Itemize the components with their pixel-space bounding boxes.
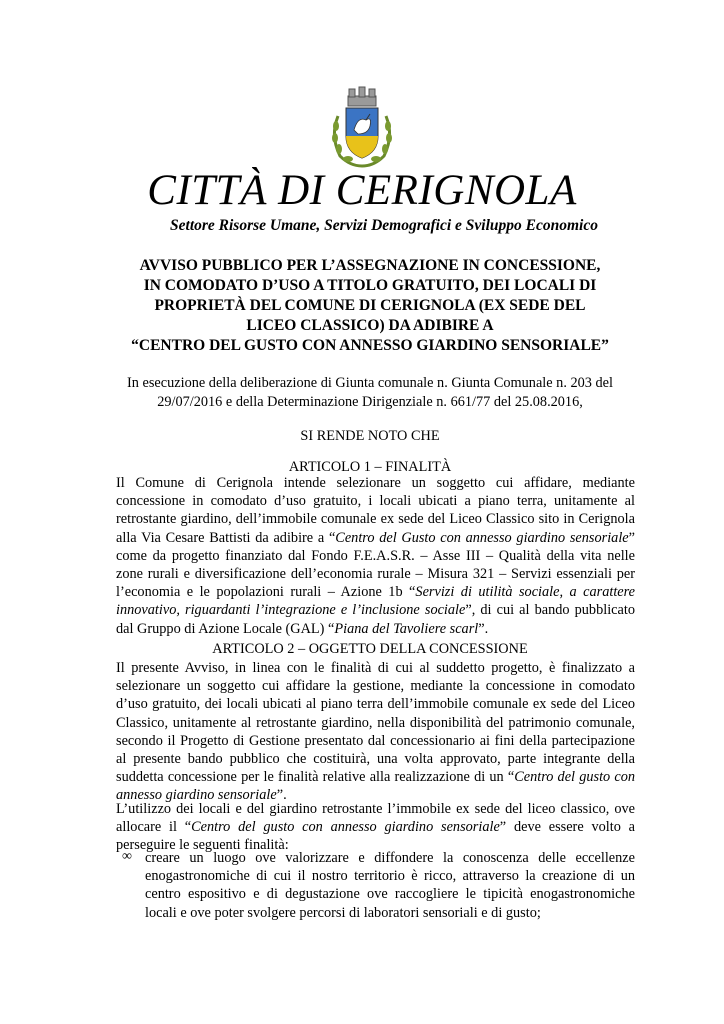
italic-run: Centro del gusto con annesso giardino sensoriale [191,819,500,836]
article1-heading: ARTICOLO 1 – FINALITÀ [288,459,452,475]
italic-run: Servizi di utilità sociale, a carattere innovativo, riguardanti l’integrazione e l’inclusione sociale [116,584,636,619]
notice-title [100,256,640,356]
execution-line: In esecuzione della deliberazione di Giunta comunale n. Giunta Comunale n. 203 del [127,375,613,391]
notice-title-line: AVVISO PUBBLICO PER L’ASSEGNAZIONE IN CONCESSIONE, [139,257,601,274]
sector-subtitle: Settore Risorse Umane, Servizi Demografici e Sviluppo Economico [170,217,598,234]
notice-title-line: “CENTRO DEL GUSTO CON ANNESSO GIARDINO SENSORIALE” [131,337,609,354]
text-run: Il presente Avviso, in linea con le finalità di cui al suddetto progetto, è finalizzato a selezionare un soggetto cui affidare la gestione, mediante la concessione in comodato d’uso gratuito, dei locali ubicati al piano terra dell’immobile comunale ex sede del Liceo Classico, unitamente al retrostante giardino, nella disponibilità del patrimonio comunale, secondo il Progetto di Gestione presentato dal concessionario ai fini della partecipazione al presente bando pubblico che costituirà, una volta approvato, parte integrante della suddetta concessione per le finalità relative alla realizzazione di un “ [116,660,635,786]
text-run: ”. [276,787,287,804]
text-run: ”, di cui al bando pubblicato dal Gruppo di Azione Locale (GAL) “ [116,602,635,637]
italic-run: Piana del Tavoliere scarl [334,620,479,637]
text-run: ” deve essere volto a perseguire le seguenti finalità: [116,819,635,854]
article1-paragraph [116,474,635,638]
infinity-bullet-icon: ∞ [122,849,132,864]
article2-purpose-paragraph [116,800,635,855]
text-run: Il Comune di Cerignola intende selezionare un soggetto cui affidare, mediante concessione in comodato d’uso gratuito, i locali ubicati a piano terra, unitamente al retrostante giardino, dell’immobile comunale ex sede del Liceo Classico sito in Cerignola alla Via Cesare Battisti da adibire a “ [116,475,635,546]
execution-statement [105,374,635,412]
text-run: L’utilizzo dei locali e del giardino retrostante l’immobile ex sede del liceo classico, ove allocare il “ [116,801,635,836]
text-run: ” come da progetto finanziato dal Fondo F.E.A.S.R. – Asse III – Qualità della vita nelle zone rurali e diversificazione dell’economia rurale – Misura 321 – Servizi essenziali per l’economia e le popolazioni rurali – Azione 1b “ [116,529,635,601]
text-run: ”. [478,620,489,637]
rende-noto: SI RENDE NOTO CHE [300,428,440,444]
list-item: creare un luogo ove valorizzare e diffondere la conoscenza delle eccellenze enogastronomiche di cui il nostro territorio è ricco, attraverso la creazione di un centro espositivo e di degustazione ove raccogliere le tipicità enogastronomiche locali e ove poter svolgere percorsi di laboratori sensoriali e di gusto; [145,850,635,921]
italic-run: Centro del Gusto con annesso giardino sensoriale [335,529,629,546]
execution-line: 29/07/2016 e della Determinazione Dirigenziale n. 661/77 del 25.08.2016, [157,394,583,410]
italic-run: Centro del gusto con annesso giardino sensoriale [116,769,636,804]
notice-title-line: PROPRIETÀ DEL COMUNE DI CERIGNOLA (EX SEDE DEL [154,297,586,314]
notice-title-line: IN COMODATO D’USO A TITOLO GRATUITO, DEI LOCALI DI [143,277,597,294]
article2-paragraph [116,659,635,805]
article2-heading: ARTICOLO 2 – OGGETTO DELLA CONCESSIONE [212,641,528,657]
city-title: CITTÀ DI CERIGNOLA [147,167,577,214]
notice-title-line: LICEO CLASSICO) DA ADIBIRE A [246,317,494,334]
coat-of-arms-icon [328,86,396,168]
